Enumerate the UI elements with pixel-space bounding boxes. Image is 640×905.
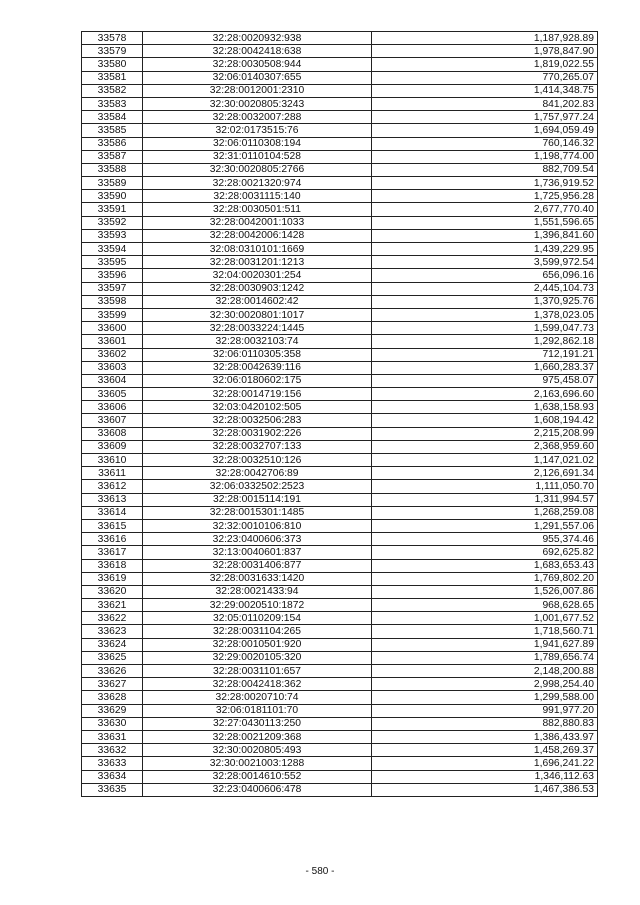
table-row <box>82 269 598 282</box>
cadastral-number-cell: 32:28:0032506:283 <box>143 414 372 427</box>
cadastral-number-cell: 32:28:0012001:2310 <box>143 84 372 97</box>
table-row <box>82 585 598 598</box>
cadastral-number-cell: 32:28:0031406:877 <box>143 559 372 572</box>
value-cell: 1,683,653.43 <box>372 559 598 572</box>
cadastral-number-cell: 32:30:0020805:493 <box>143 744 372 757</box>
value-cell: 1,396,841.60 <box>372 229 598 242</box>
row-number-cell: 33633 <box>82 757 143 770</box>
row-number-cell: 33621 <box>82 599 143 612</box>
value-cell: 1,439,229.95 <box>372 243 598 256</box>
row-number-cell: 33631 <box>82 730 143 743</box>
value-cell: 1,458,269.37 <box>372 744 598 757</box>
row-number-cell: 33604 <box>82 374 143 387</box>
table-row <box>82 203 598 216</box>
value-cell: 2,445,104.73 <box>372 282 598 295</box>
row-number-cell: 33587 <box>82 150 143 163</box>
row-number-cell: 33599 <box>82 308 143 321</box>
cadastral-number-cell: 32:05:0110209:154 <box>143 612 372 625</box>
cadastral-number-cell: 32:28:0030501:511 <box>143 203 372 216</box>
cadastral-number-cell: 32:23:0400606:373 <box>143 533 372 546</box>
row-number-cell: 33605 <box>82 388 143 401</box>
value-cell: 1,198,774.00 <box>372 150 598 163</box>
value-cell: 1,757,977.24 <box>372 111 598 124</box>
table-body <box>82 32 598 797</box>
cadastral-number-cell: 32:06:0180602:175 <box>143 374 372 387</box>
row-number-cell: 33607 <box>82 414 143 427</box>
row-number-cell: 33625 <box>82 651 143 664</box>
table-row <box>82 177 598 190</box>
row-number-cell: 33582 <box>82 84 143 97</box>
row-number-cell: 33629 <box>82 704 143 717</box>
row-number-cell: 33620 <box>82 585 143 598</box>
table-row <box>82 295 598 308</box>
table-row <box>82 730 598 743</box>
cadastral-number-cell: 32:28:0014610:552 <box>143 770 372 783</box>
table-row <box>82 58 598 71</box>
cadastral-number-cell: 32:06:0110308:194 <box>143 137 372 150</box>
table-row <box>82 704 598 717</box>
row-number-cell: 33613 <box>82 493 143 506</box>
cadastral-number-cell: 32:27:0430113:250 <box>143 717 372 730</box>
row-number-cell: 33591 <box>82 203 143 216</box>
value-cell: 1,311,994.57 <box>372 493 598 506</box>
row-number-cell: 33590 <box>82 190 143 203</box>
cadastral-number-cell: 32:28:0032007:288 <box>143 111 372 124</box>
value-cell: 2,677,770.40 <box>372 203 598 216</box>
table-row <box>82 282 598 295</box>
cadastral-number-cell: 32:06:0332502:2523 <box>143 480 372 493</box>
value-cell: 1,660,283.37 <box>372 361 598 374</box>
row-number-cell: 33589 <box>82 177 143 190</box>
cadastral-number-cell: 32:03:0420102:505 <box>143 401 372 414</box>
cadastral-number-cell: 32:28:0020932:938 <box>143 32 372 45</box>
cadastral-number-cell: 32:30:0020805:2766 <box>143 163 372 176</box>
value-cell: 955,374.46 <box>372 533 598 546</box>
table-row <box>82 190 598 203</box>
cadastral-number-cell: 32:31:0110104:528 <box>143 150 372 163</box>
value-cell: 1,386,433.97 <box>372 730 598 743</box>
row-number-cell: 33610 <box>82 454 143 467</box>
cadastral-number-cell: 32:28:0031101:657 <box>143 665 372 678</box>
value-cell: 712,191.21 <box>372 348 598 361</box>
table-row <box>82 71 598 84</box>
row-number-cell: 33622 <box>82 612 143 625</box>
row-number-cell: 33602 <box>82 348 143 361</box>
table-row <box>82 388 598 401</box>
value-cell: 2,163,696.60 <box>372 388 598 401</box>
row-number-cell: 33593 <box>82 229 143 242</box>
table-row <box>82 229 598 242</box>
table-row <box>82 440 598 453</box>
cadastral-number-cell: 32:28:0032510:126 <box>143 454 372 467</box>
row-number-cell: 33578 <box>82 32 143 45</box>
table-row <box>82 427 598 440</box>
cadastral-number-cell: 32:28:0030508:944 <box>143 58 372 71</box>
table-row <box>82 374 598 387</box>
row-number-cell: 33579 <box>82 45 143 58</box>
cadastral-number-cell: 32:28:0042006:1428 <box>143 229 372 242</box>
row-number-cell: 33617 <box>82 546 143 559</box>
cadastral-number-cell: 32:30:0020801:1017 <box>143 308 372 321</box>
value-cell: 1,467,386.53 <box>372 783 598 796</box>
cadastral-number-cell: 32:06:0181101:70 <box>143 704 372 717</box>
cadastral-number-cell: 32:28:0021209:368 <box>143 730 372 743</box>
value-cell: 1,694,059.49 <box>372 124 598 137</box>
row-number-cell: 33606 <box>82 401 143 414</box>
row-number-cell: 33614 <box>82 506 143 519</box>
table-row <box>82 322 598 335</box>
value-cell: 1,978,847.90 <box>372 45 598 58</box>
table-row <box>82 717 598 730</box>
value-cell: 1,696,241.22 <box>372 757 598 770</box>
value-cell: 1,819,022.55 <box>372 58 598 71</box>
row-number-cell: 33585 <box>82 124 143 137</box>
value-cell: 2,368,959.60 <box>372 440 598 453</box>
row-number-cell: 33592 <box>82 216 143 229</box>
value-cell: 1,292,862.18 <box>372 335 598 348</box>
table-row <box>82 612 598 625</box>
table-row <box>82 559 598 572</box>
table-row <box>82 546 598 559</box>
value-cell: 2,148,200.88 <box>372 665 598 678</box>
page-number: - 580 - <box>305 866 335 877</box>
value-cell: 1,001,677.52 <box>372 612 598 625</box>
row-number-cell: 33581 <box>82 71 143 84</box>
cadastral-number-cell: 32:02:0173515:76 <box>143 124 372 137</box>
table-row <box>82 757 598 770</box>
cadastral-number-cell: 32:28:0014719:156 <box>143 388 372 401</box>
cadastral-number-cell: 32:28:0033224:1445 <box>143 322 372 335</box>
value-cell: 1,526,007.86 <box>372 585 598 598</box>
cadastral-number-cell: 32:28:0042418:638 <box>143 45 372 58</box>
row-number-cell: 33608 <box>82 427 143 440</box>
value-cell: 1,187,928.89 <box>372 32 598 45</box>
row-number-cell: 33634 <box>82 770 143 783</box>
value-cell: 841,202.83 <box>372 97 598 110</box>
value-cell: 2,126,691.34 <box>372 467 598 480</box>
table-row <box>82 480 598 493</box>
table-row <box>82 506 598 519</box>
value-cell: 1,370,925.76 <box>372 295 598 308</box>
cadastral-number-cell: 32:08:0310101:1669 <box>143 243 372 256</box>
row-number-cell: 33623 <box>82 625 143 638</box>
row-number-cell: 33615 <box>82 519 143 532</box>
table-row <box>82 783 598 796</box>
value-cell: 1,299,588.00 <box>372 691 598 704</box>
cadastral-number-cell: 32:28:0014602:42 <box>143 295 372 308</box>
value-cell: 770,265.07 <box>372 71 598 84</box>
value-cell: 975,458.07 <box>372 374 598 387</box>
table-row <box>82 519 598 532</box>
table-row <box>82 243 598 256</box>
cadastral-number-cell: 32:28:0042001:1033 <box>143 216 372 229</box>
value-cell: 882,709.54 <box>372 163 598 176</box>
value-cell: 760,146.32 <box>372 137 598 150</box>
value-cell: 1,638,158.93 <box>372 401 598 414</box>
table-row <box>82 308 598 321</box>
cadastral-number-cell: 32:04:0020301:254 <box>143 269 372 282</box>
table-row <box>82 691 598 704</box>
row-number-cell: 33586 <box>82 137 143 150</box>
cadastral-number-cell: 32:32:0010106:810 <box>143 519 372 532</box>
value-cell: 656,096.16 <box>372 269 598 282</box>
cadastral-number-cell: 32:28:0032103:74 <box>143 335 372 348</box>
cadastral-number-cell: 32:28:0021433:94 <box>143 585 372 598</box>
row-number-cell: 33601 <box>82 335 143 348</box>
cadastral-number-cell: 32:28:0031902:226 <box>143 427 372 440</box>
table-row <box>82 163 598 176</box>
cadastral-value-table <box>81 31 598 797</box>
table-row <box>82 45 598 58</box>
row-number-cell: 33584 <box>82 111 143 124</box>
cadastral-number-cell: 32:28:0015114:191 <box>143 493 372 506</box>
value-cell: 1,608,194.42 <box>372 414 598 427</box>
table-row <box>82 467 598 480</box>
table-row <box>82 625 598 638</box>
value-cell: 3,599,972.54 <box>372 256 598 269</box>
row-number-cell: 33627 <box>82 678 143 691</box>
cadastral-number-cell: 32:28:0015301:1485 <box>143 506 372 519</box>
value-cell: 2,215,208.99 <box>372 427 598 440</box>
value-cell: 1,346,112.63 <box>372 770 598 783</box>
value-cell: 1,941,627.89 <box>372 638 598 651</box>
value-cell: 1,599,047.73 <box>372 322 598 335</box>
value-cell: 1,789,656.74 <box>372 651 598 664</box>
row-number-cell: 33630 <box>82 717 143 730</box>
table-row <box>82 414 598 427</box>
row-number-cell: 33635 <box>82 783 143 796</box>
cadastral-number-cell: 32:30:0020805:3243 <box>143 97 372 110</box>
cadastral-number-cell: 32:29:0020510:1872 <box>143 599 372 612</box>
row-number-cell: 33598 <box>82 295 143 308</box>
value-cell: 1,378,023.05 <box>372 308 598 321</box>
value-cell: 1,268,259.08 <box>372 506 598 519</box>
value-cell: 968,628.65 <box>372 599 598 612</box>
value-cell: 991,977.20 <box>372 704 598 717</box>
table-row <box>82 335 598 348</box>
table-row <box>82 124 598 137</box>
value-cell: 1,769,802.20 <box>372 572 598 585</box>
cadastral-number-cell: 32:28:0042639:116 <box>143 361 372 374</box>
table-row <box>82 348 598 361</box>
value-cell: 2,998,254.40 <box>372 678 598 691</box>
table-row <box>82 599 598 612</box>
table-row <box>82 216 598 229</box>
table-row <box>82 401 598 414</box>
row-number-cell: 33595 <box>82 256 143 269</box>
row-number-cell: 33580 <box>82 58 143 71</box>
table-row <box>82 84 598 97</box>
value-cell: 1,291,557.06 <box>372 519 598 532</box>
row-number-cell: 33628 <box>82 691 143 704</box>
row-number-cell: 33612 <box>82 480 143 493</box>
cadastral-number-cell: 32:28:0030903:1242 <box>143 282 372 295</box>
cadastral-number-cell: 32:28:0031115:140 <box>143 190 372 203</box>
cadastral-number-cell: 32:28:0010501:920 <box>143 638 372 651</box>
cadastral-number-cell: 32:13:0040601:837 <box>143 546 372 559</box>
row-number-cell: 33597 <box>82 282 143 295</box>
table-row <box>82 665 598 678</box>
table-row <box>82 32 598 45</box>
row-number-cell: 33609 <box>82 440 143 453</box>
value-cell: 692,625.82 <box>372 546 598 559</box>
table-row <box>82 651 598 664</box>
table-row <box>82 770 598 783</box>
row-number-cell: 33588 <box>82 163 143 176</box>
row-number-cell: 33596 <box>82 269 143 282</box>
cadastral-number-cell: 32:29:0020105:320 <box>143 651 372 664</box>
value-cell: 1,718,560.71 <box>372 625 598 638</box>
row-number-cell: 33600 <box>82 322 143 335</box>
value-cell: 1,725,956.28 <box>372 190 598 203</box>
cadastral-number-cell: 32:28:0031201:1213 <box>143 256 372 269</box>
row-number-cell: 33583 <box>82 97 143 110</box>
cadastral-number-cell: 32:28:0031633:1420 <box>143 572 372 585</box>
cadastral-number-cell: 32:28:0031104:265 <box>143 625 372 638</box>
table-row <box>82 678 598 691</box>
table-row <box>82 572 598 585</box>
value-cell: 1,551,596.65 <box>372 216 598 229</box>
row-number-cell: 33624 <box>82 638 143 651</box>
table-row <box>82 97 598 110</box>
value-cell: 1,414,348.75 <box>372 84 598 97</box>
cadastral-number-cell: 32:28:0042706:89 <box>143 467 372 480</box>
cadastral-number-cell: 32:06:0140307:655 <box>143 71 372 84</box>
row-number-cell: 33619 <box>82 572 143 585</box>
value-cell: 1,147,021.02 <box>372 454 598 467</box>
table-row <box>82 361 598 374</box>
cadastral-number-cell: 32:28:0032707:133 <box>143 440 372 453</box>
table-row <box>82 638 598 651</box>
row-number-cell: 33616 <box>82 533 143 546</box>
cadastral-number-cell: 32:28:0042418:362 <box>143 678 372 691</box>
row-number-cell: 33632 <box>82 744 143 757</box>
cadastral-number-cell: 32:06:0110305:358 <box>143 348 372 361</box>
value-cell: 882,880.83 <box>372 717 598 730</box>
row-number-cell: 33618 <box>82 559 143 572</box>
value-cell: 1,111,050.70 <box>372 480 598 493</box>
cadastral-number-cell: 32:28:0020710:74 <box>143 691 372 704</box>
table-row <box>82 150 598 163</box>
row-number-cell: 33594 <box>82 243 143 256</box>
table-row <box>82 454 598 467</box>
cadastral-number-cell: 32:30:0021003:1288 <box>143 757 372 770</box>
table-row <box>82 137 598 150</box>
row-number-cell: 33603 <box>82 361 143 374</box>
table-row <box>82 533 598 546</box>
table-row <box>82 493 598 506</box>
row-number-cell: 33611 <box>82 467 143 480</box>
cadastral-number-cell: 32:23:0400606:478 <box>143 783 372 796</box>
table-row <box>82 744 598 757</box>
table-row <box>82 256 598 269</box>
value-cell: 1,736,919.52 <box>372 177 598 190</box>
table-row <box>82 111 598 124</box>
row-number-cell: 33626 <box>82 665 143 678</box>
cadastral-number-cell: 32:28:0021320:974 <box>143 177 372 190</box>
